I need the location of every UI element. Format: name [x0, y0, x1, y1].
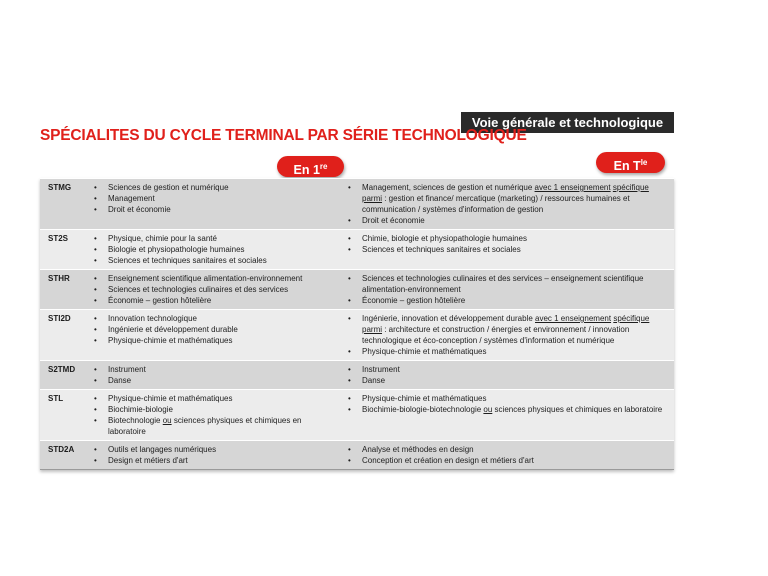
page-title: SPÉCIALITES DU CYCLE TERMINAL PAR SÉRIE TECHNOLOGIQUE: [40, 127, 527, 144]
list-item: • Biologie et physiopathologie humaines: [94, 244, 338, 255]
terminale-cell: [342, 179, 674, 229]
text-part: sciences physiques et chimiques en laboratoire: [492, 405, 663, 414]
list-item: • Innovation technologique: [94, 313, 338, 324]
list-item: • Physique, chimie pour la santé: [94, 233, 338, 244]
list-item: • Instrument: [94, 364, 338, 375]
list-item: • Danse: [348, 375, 666, 386]
table-row-st2s: [40, 229, 674, 269]
terminale-cell: [342, 270, 674, 309]
premiere-label: En 1: [293, 163, 320, 177]
terminale-sup: le: [640, 158, 648, 167]
premiere-cell: [88, 390, 342, 440]
list-item: • Sciences de gestion et numérique: [94, 182, 338, 193]
terminale-cell: [342, 390, 674, 440]
underlined-text: ou: [162, 416, 172, 425]
list-item: • Économie – gestion hôtelière: [94, 295, 338, 306]
list-item: • Sciences et techniques sanitaires et sociales: [94, 255, 338, 266]
text-part: Biochimie-biologie-biotechnologie: [362, 405, 484, 414]
column-header-premiere: [277, 156, 344, 177]
list-item: • Design et métiers d'art: [94, 455, 338, 466]
premiere-cell: [88, 361, 342, 389]
series-label: STD2A: [48, 445, 75, 454]
list-item: [94, 415, 338, 437]
list-item: • Économie – gestion hôtelière: [348, 295, 666, 306]
premiere-cell: [88, 179, 342, 229]
list-item: [348, 404, 666, 415]
list-item: • Physique-chimie et mathématiques: [348, 346, 666, 357]
terminale-cell: [342, 310, 674, 360]
column-header-terminale: [596, 152, 665, 173]
table-row-stl: [40, 389, 674, 440]
underlined-text: spécifique parmi: [362, 314, 650, 334]
list-item: • Chimie, biologie et physiopathologie humaines: [348, 233, 666, 244]
text-part: Biotechnologie: [108, 416, 163, 425]
underlined-text: avec 1 enseignement: [535, 314, 612, 323]
text-part: : architecture et construction / énergies et environnement / innovation technologique et éco-conception / systèmes d'information et numérique: [362, 325, 630, 345]
table-row-stmg: [40, 178, 674, 229]
series-label: ST2S: [48, 234, 69, 243]
terminale-cell: [342, 230, 674, 269]
voie-badge: Voie générale et technologique: [461, 112, 674, 133]
series-label: STMG: [48, 183, 72, 192]
list-item: • Sciences et techniques sanitaires et sociales: [348, 244, 666, 255]
list-item: • Outils et langages numériques: [94, 444, 338, 455]
series-label: STHR: [48, 274, 70, 283]
series-label: STI2D: [48, 314, 71, 323]
list-item: • Sciences et technologies culinaires et des services: [94, 284, 338, 295]
list-item: [348, 313, 666, 346]
text-part: Ingénierie, innovation et développement durable: [362, 314, 536, 323]
series-label: STL: [48, 394, 64, 403]
underlined-text: ou: [483, 405, 493, 414]
terminale-label: En T: [613, 159, 641, 173]
list-item: • Physique-chimie et mathématiques: [94, 335, 338, 346]
text-part: sciences physiques et chimiques en laboratoire: [108, 416, 302, 436]
specialites-table: [40, 178, 674, 470]
table-row-std2a: [40, 440, 674, 469]
text-part: : gestion et finance/ mercatique (marketing) / ressources humaines et communication / systèmes d'information de gestion: [362, 194, 630, 214]
terminale-cell: [342, 441, 674, 469]
list-item: • Conception et création en design et métiers d'art: [348, 455, 666, 466]
text-part: Management, sciences de gestion et numérique: [362, 183, 535, 192]
underlined-text: spécifique parmi: [362, 183, 649, 203]
list-item: • Instrument: [348, 364, 666, 375]
list-item: • Sciences et technologies culinaires et des services – enseignement scientifique alimentation-environnement: [348, 273, 666, 295]
list-item: • Droit et économie: [348, 215, 666, 226]
list-item: • Biochimie-biologie: [94, 404, 338, 415]
table-row-sthr: [40, 269, 674, 309]
list-item: • Management: [94, 193, 338, 204]
list-item: • Droit et économie: [94, 204, 338, 215]
list-item: • Physique-chimie et mathématiques: [94, 393, 338, 404]
series-label: S2TMD: [48, 365, 76, 374]
list-item: • Ingénierie et développement durable: [94, 324, 338, 335]
table-row-s2tmd: [40, 360, 674, 389]
list-item: • Danse: [94, 375, 338, 386]
premiere-cell: [88, 230, 342, 269]
premiere-cell: [88, 270, 342, 309]
list-item: • Enseignement scientifique alimentation-environnement: [94, 273, 338, 284]
list-item: • Physique-chimie et mathématiques: [348, 393, 666, 404]
premiere-cell: [88, 441, 342, 469]
list-item: [348, 182, 666, 215]
premiere-cell: [88, 310, 342, 360]
underlined-text: avec 1 enseignement: [534, 183, 611, 192]
terminale-cell: [342, 361, 674, 389]
premiere-sup: re: [319, 162, 328, 171]
list-item: • Analyse et méthodes en design: [348, 444, 666, 455]
table-row-sti2d: [40, 309, 674, 360]
